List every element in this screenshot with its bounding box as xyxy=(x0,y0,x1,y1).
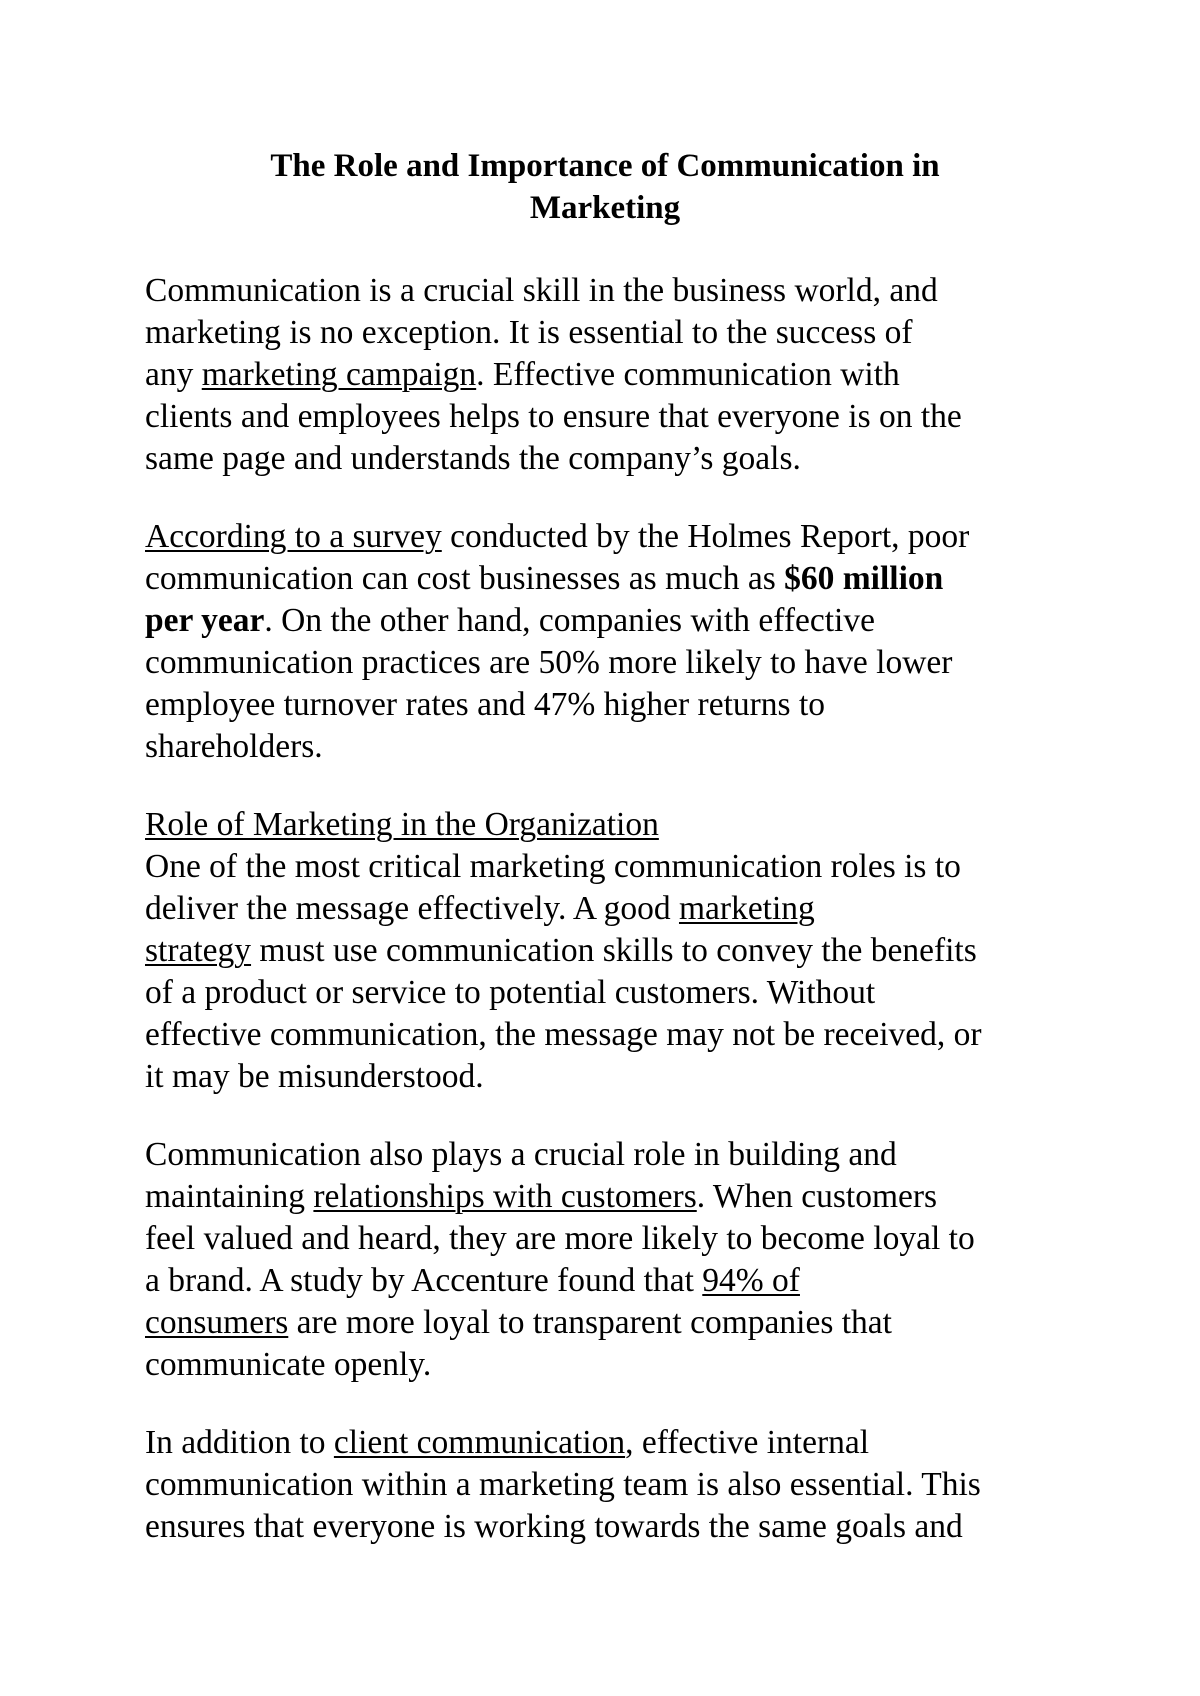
text-run: . On the other hand, companies with effective xyxy=(264,602,875,639)
document-title xyxy=(145,145,1065,229)
text-line xyxy=(145,396,1070,438)
text-line xyxy=(145,642,1070,684)
text-run: marketing is no exception. It is essential to the success of xyxy=(145,314,913,351)
text-line xyxy=(145,930,1070,972)
paragraph xyxy=(145,804,1070,1098)
text-line xyxy=(145,1422,1070,1464)
text-run: One of the most critical marketing communication roles is to xyxy=(145,848,961,885)
bold-phrase: $60 million xyxy=(784,560,944,597)
underlined-phrase: relationships with customers xyxy=(313,1178,697,1215)
text-run: communication within a marketing team is also essential. This xyxy=(145,1466,981,1503)
text-run: maintaining xyxy=(145,1178,314,1215)
text-line xyxy=(145,972,1070,1014)
text-run: Communication is a crucial skill in the business world, and xyxy=(145,272,938,309)
text-run: , effective internal xyxy=(625,1424,870,1461)
title-line: Marketing xyxy=(529,190,681,226)
underlined-phrase: marketing xyxy=(678,890,815,927)
text-run: effective communication, the message may not be received, or xyxy=(145,1016,982,1053)
text-line xyxy=(145,312,1070,354)
underlined-phrase: client communication xyxy=(333,1424,626,1461)
text-line xyxy=(145,846,1070,888)
underlined-phrase: consumers xyxy=(145,1304,289,1341)
paragraph xyxy=(145,1134,1070,1386)
paragraph xyxy=(145,516,1070,768)
text-run: Communication also plays a crucial role in building and xyxy=(145,1136,897,1173)
text-line xyxy=(145,1506,1070,1548)
text-line xyxy=(145,438,1070,480)
text-run: it may be misunderstood. xyxy=(145,1058,484,1095)
underlined-phrase: Role of Marketing in the Organization xyxy=(145,806,659,843)
text-run: ensures that everyone is working towards the same goals and xyxy=(145,1508,963,1545)
text-run: . When customers xyxy=(696,1178,938,1215)
text-line xyxy=(145,1014,1070,1056)
text-line xyxy=(145,1134,1070,1176)
text-run: clients and employees helps to ensure that everyone is on the xyxy=(145,398,962,435)
text-line xyxy=(145,516,1070,558)
text-line xyxy=(145,1302,1070,1344)
text-line xyxy=(145,558,1070,600)
text-line xyxy=(145,1218,1070,1260)
text-line xyxy=(145,1260,1070,1302)
text-run: any xyxy=(145,356,202,393)
text-line xyxy=(145,354,1070,396)
text-run: communication can cost businesses as much as xyxy=(145,560,785,597)
text-run: a brand. A study by Accenture found that xyxy=(145,1262,703,1299)
underlined-phrase: strategy xyxy=(145,932,252,969)
text-run: . Effective communication with xyxy=(476,356,900,393)
text-line xyxy=(145,1176,1070,1218)
paragraph xyxy=(145,1422,1070,1548)
text-run: communication practices are 50% more likely to have lower xyxy=(145,644,953,681)
text-line xyxy=(145,726,1070,768)
paragraph xyxy=(145,270,1070,480)
text-run: must use communication skills to convey the benefits xyxy=(251,932,977,969)
bold-phrase: per year xyxy=(145,602,265,639)
text-run: conducted by the Holmes Report, poor xyxy=(441,518,970,555)
underlined-phrase: marketing campaign xyxy=(201,356,477,393)
text-line xyxy=(145,1344,1070,1386)
text-line xyxy=(145,804,1070,846)
underlined-phrase: According to a survey xyxy=(145,518,442,555)
text-line xyxy=(145,684,1070,726)
text-run: same page and understands the company’s goals. xyxy=(145,440,801,477)
text-line xyxy=(145,1056,1070,1098)
text-run: deliver the message effectively. A good xyxy=(145,890,679,927)
text-line xyxy=(145,600,1070,642)
text-run: shareholders. xyxy=(145,728,323,765)
document-body xyxy=(145,270,1070,1584)
text-run: of a product or service to potential customers. Without xyxy=(145,974,876,1011)
text-line xyxy=(145,270,1070,312)
text-run: communicate openly. xyxy=(145,1346,432,1383)
text-run: employee turnover rates and 47% higher returns to xyxy=(145,686,826,723)
underlined-phrase: 94% of xyxy=(702,1262,800,1299)
text-line xyxy=(145,888,1070,930)
text-line xyxy=(145,1464,1070,1506)
title-line: The Role and Importance of Communication in xyxy=(270,148,940,184)
text-run: feel valued and heard, they are more likely to become loyal to xyxy=(145,1220,975,1257)
text-run: are more loyal to transparent companies that xyxy=(288,1304,892,1341)
text-run: In addition to xyxy=(145,1424,334,1461)
